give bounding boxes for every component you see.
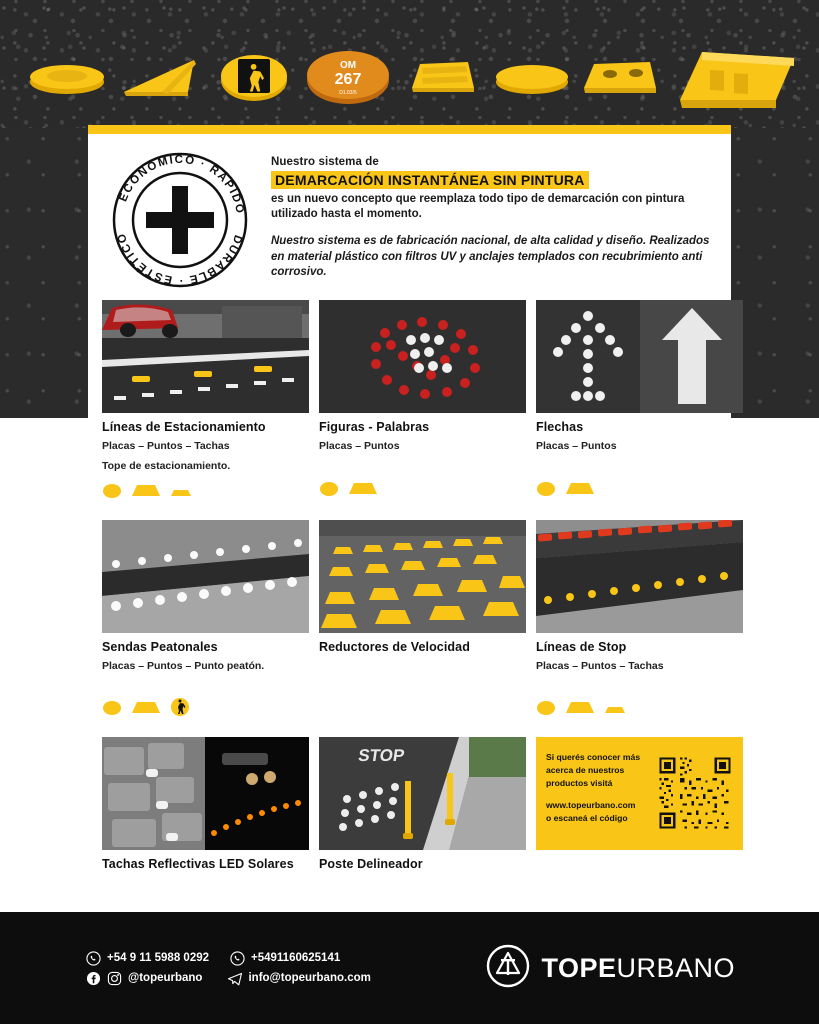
footer-row-phones — [86, 951, 385, 966]
header-highlight: DEMARCACIÓN INSTANTÁNEA SIN PINTURA — [271, 171, 589, 189]
card-lineas-estacionamiento[interactable] — [102, 300, 309, 504]
header-line-3: es un nuevo concepto que reemplaza todo tipo de demarcación con pintura utilizado hasta el momento. — [271, 193, 685, 221]
product-placa-peaton-amarilla — [218, 50, 290, 107]
promo-website: www.topeurbano.com — [546, 799, 636, 810]
brand-wordmark — [541, 953, 735, 984]
header-paragraph: Nuestro sistema es de fabricación nacional, de alta calidad y diseño. Realizados en material plástico con filtros UV y anclajes templados con recubrimiento anti corrosivo. — [271, 235, 710, 279]
card-lineas-stop[interactable] — [536, 520, 743, 720]
punto-amarillo-icon — [319, 477, 339, 502]
promo-line-2: acerca de nuestros — [546, 764, 625, 775]
whatsapp-icon — [86, 951, 101, 966]
card-title: Líneas de Stop — [536, 640, 627, 655]
product-tacha-circular-amarilla — [28, 52, 106, 101]
footer-contacts — [86, 946, 385, 991]
grid-row-1 — [102, 300, 717, 504]
thumb-tachas-led — [102, 737, 309, 850]
tope-amarillo-icon — [565, 477, 595, 502]
top-yellow-bar — [88, 125, 731, 134]
mini-icon-row — [536, 480, 743, 502]
card-reductores-velocidad[interactable] — [319, 520, 526, 720]
flyer-sheet — [88, 125, 731, 871]
product-tope-estacionamiento-amarillo — [578, 50, 664, 103]
promo-line-5: o escaneá el código — [546, 812, 628, 823]
whatsapp-contact-1[interactable] — [86, 951, 209, 966]
card-sub-1: Placas – Puntos – Tachas — [102, 440, 230, 452]
whatsapp-contact-2[interactable] — [230, 951, 340, 966]
card-tachas-led-solares[interactable] — [102, 737, 309, 871]
thumb-sendas — [102, 520, 309, 633]
punto-amarillo-icon — [536, 696, 556, 721]
card-sub-1: Placas – Puntos – Tachas — [536, 660, 664, 673]
placa-peaton-amarilla-icon — [170, 696, 190, 721]
placa-amarilla-icon — [604, 696, 626, 721]
phone-1: +54 9 11 5988 0292 — [107, 952, 210, 964]
asphalt-right-edge — [731, 128, 819, 418]
email-contact[interactable] — [227, 971, 370, 986]
brand-bold: TOPE — [541, 952, 617, 983]
email-address: info@topeurbano.com — [248, 972, 371, 984]
product-tacha-ovalada-amarilla — [494, 56, 570, 101]
row-spacer — [102, 504, 717, 520]
card-title: Tachas Reflectivas LED Solares — [102, 856, 294, 871]
punto-amarillo-icon — [102, 479, 122, 504]
punto-amarillo-icon — [102, 696, 122, 721]
svg-text:267: 267 — [334, 71, 362, 88]
telegram-icon — [227, 971, 242, 986]
asphalt-left-edge — [0, 128, 88, 418]
social-handle: @topeurbano — [128, 972, 203, 984]
product-cuna-triangular-amarilla — [118, 46, 202, 105]
thumb-figuras — [319, 300, 526, 413]
top-asphalt-banner — [0, 0, 819, 128]
card-title: Poste Delineador — [319, 856, 423, 871]
thumb-flechas — [536, 300, 743, 413]
product-grid — [88, 300, 731, 871]
brand-logo — [486, 944, 735, 993]
grid-row-3 — [102, 737, 717, 871]
card-title: Reductores de Velocidad — [319, 640, 470, 655]
card-flechas[interactable] — [536, 300, 743, 504]
badge-word-durable: DURABLE · ESTÉTICO — [114, 230, 244, 287]
whatsapp-icon — [230, 951, 245, 966]
badge-word-economico: ECONÓMICO · RÁPIDO — [116, 153, 246, 216]
product-reductor-velocidad-amarillo — [408, 52, 480, 101]
card-sub-1: Placas – Puntos — [536, 440, 617, 452]
phone-2: +5491160625141 — [251, 952, 341, 964]
tope-amarillo-icon — [565, 696, 595, 721]
card-sub-1: Placas – Puntos – Punto peatón. — [102, 660, 265, 673]
brand-light: URBANO — [616, 952, 735, 983]
card-sub-2: Tope de estacionamiento. — [102, 460, 231, 473]
card-title: Flechas — [536, 420, 584, 434]
product-placa-om267-naranja — [304, 42, 392, 111]
tope-amarillo-icon — [348, 477, 378, 502]
tope-amarillo-icon — [131, 479, 161, 504]
facebook-icon — [86, 971, 101, 986]
quality-badge — [102, 150, 257, 290]
card-title: Líneas de Estacionamiento — [102, 420, 266, 434]
header-line-1: Nuestro sistema de — [271, 156, 379, 168]
product-separador-vial-amarillo — [672, 38, 802, 119]
header-block — [88, 134, 731, 300]
footer-bar — [0, 912, 819, 1024]
row-spacer — [102, 721, 717, 737]
thumb-stop — [536, 520, 743, 633]
promo-box — [536, 737, 743, 850]
thumb-estacionamiento — [102, 300, 309, 413]
qr-code-icon[interactable] — [657, 755, 733, 831]
svg-text:STOP: STOP — [357, 745, 406, 765]
mini-icon-row — [102, 699, 309, 721]
footer-row-social — [86, 971, 385, 986]
card-sendas-peatonales[interactable] — [102, 520, 309, 720]
thumb-reductores — [319, 520, 526, 633]
placa-amarilla-icon — [170, 479, 192, 504]
svg-text:OM: OM — [339, 60, 357, 71]
card-promo-qr[interactable] — [536, 737, 743, 871]
grid-row-2 — [102, 520, 717, 720]
card-title: Sendas Peatonales — [102, 640, 218, 655]
tope-amarillo-icon — [131, 696, 161, 721]
social-contact[interactable] — [86, 971, 202, 986]
instagram-icon — [107, 971, 122, 986]
card-sub-1: Placas – Puntos — [319, 440, 400, 452]
mini-icon-row — [319, 480, 526, 502]
card-poste-delineador[interactable] — [319, 737, 526, 871]
card-figuras-palabras[interactable] — [319, 300, 526, 504]
mini-icon-row — [102, 482, 309, 504]
punto-amarillo-icon — [536, 477, 556, 502]
product-strip — [22, 28, 802, 100]
mini-icon-row — [536, 699, 743, 721]
tope-urbano-mark-icon — [486, 944, 530, 993]
card-title: Figuras - Palabras — [319, 420, 430, 434]
promo-line-3: productos visitá — [546, 778, 613, 789]
promo-line-1: Si querés conocer más — [546, 751, 641, 762]
promo-text — [546, 751, 654, 836]
svg-text:D1.03/5: D1.03/5 — [339, 90, 357, 96]
thumb-poste-delineador — [319, 737, 526, 850]
